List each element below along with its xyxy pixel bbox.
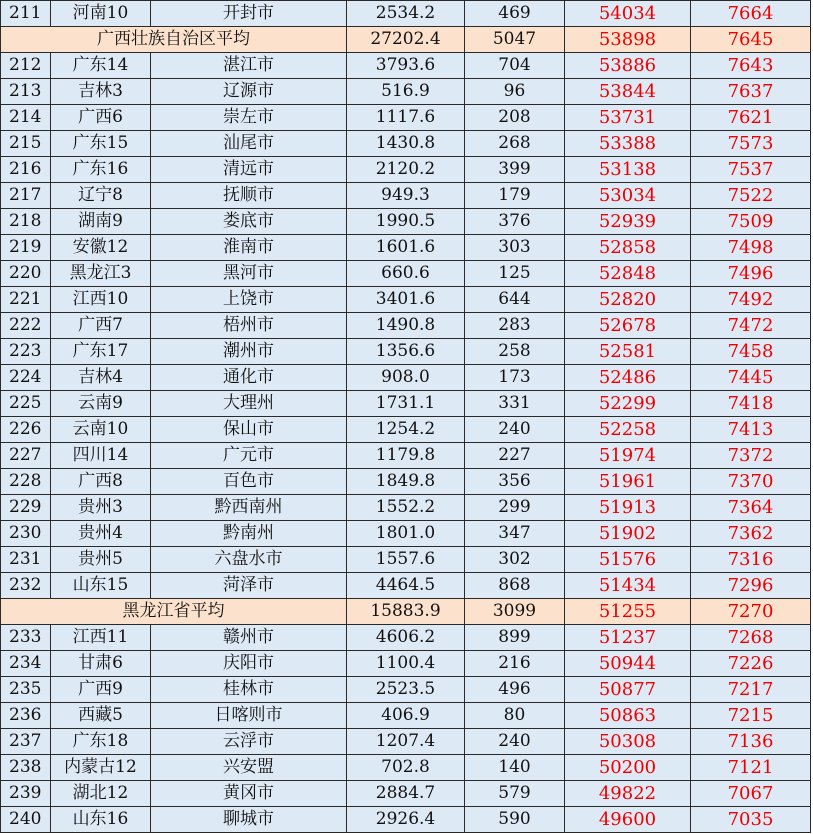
gdp-cell: 1801.0 <box>347 521 465 547</box>
rank-cell: 221 <box>1 287 51 313</box>
per-capita-usd-cell: 7035 <box>691 807 811 833</box>
per-capita-usd-cell: 7217 <box>691 677 811 703</box>
table-row <box>1 703 811 729</box>
gdp-cell: 406.9 <box>347 703 465 729</box>
province-code-cell: 黑龙江3 <box>51 261 151 287</box>
per-capita-cny-cell: 50863 <box>565 703 691 729</box>
table-row <box>1 469 811 495</box>
per-capita-cny-cell: 51576 <box>565 547 691 573</box>
rank-cell: 237 <box>1 729 51 755</box>
population-cell: 216 <box>465 651 565 677</box>
per-capita-usd-cell: 7498 <box>691 235 811 261</box>
province-code-cell: 内蒙古12 <box>51 755 151 781</box>
province-code-cell: 吉林3 <box>51 79 151 105</box>
rank-cell: 216 <box>1 157 51 183</box>
province-code-cell: 云南9 <box>51 391 151 417</box>
per-capita-cny-cell: 52820 <box>565 287 691 313</box>
city-cell: 广元市 <box>151 443 347 469</box>
city-cell: 黔南州 <box>151 521 347 547</box>
city-cell: 梧州市 <box>151 313 347 339</box>
per-capita-usd-cell: 7226 <box>691 651 811 677</box>
population-cell: 496 <box>465 677 565 703</box>
per-capita-cny-cell: 52858 <box>565 235 691 261</box>
population-cell: 704 <box>465 53 565 79</box>
province-code-cell: 广东18 <box>51 729 151 755</box>
province-code-cell: 广东16 <box>51 157 151 183</box>
table-row <box>1 1 811 27</box>
city-cell: 大理州 <box>151 391 347 417</box>
province-code-cell: 广西8 <box>51 469 151 495</box>
city-cell: 保山市 <box>151 417 347 443</box>
population-cell: 868 <box>465 573 565 599</box>
per-capita-usd-cell: 7372 <box>691 443 811 469</box>
population-cell: 283 <box>465 313 565 339</box>
per-capita-cny-cell: 53388 <box>565 131 691 157</box>
rank-cell: 227 <box>1 443 51 469</box>
population-cell: 376 <box>465 209 565 235</box>
per-capita-usd-cell: 7645 <box>691 27 811 53</box>
city-cell: 日喀则市 <box>151 703 347 729</box>
province-code-cell: 广西6 <box>51 105 151 131</box>
province-code-cell: 贵州5 <box>51 547 151 573</box>
table-row <box>1 573 811 599</box>
rank-cell: 217 <box>1 183 51 209</box>
gdp-cell: 1430.8 <box>347 131 465 157</box>
table-body <box>1 1 811 833</box>
per-capita-usd-cell: 7370 <box>691 469 811 495</box>
table-row <box>1 157 811 183</box>
table-row <box>1 781 811 807</box>
table-row <box>1 391 811 417</box>
population-cell: 208 <box>465 105 565 131</box>
province-code-cell: 广西9 <box>51 677 151 703</box>
city-cell: 赣州市 <box>151 625 347 651</box>
table-row <box>1 625 811 651</box>
table-row <box>1 807 811 833</box>
city-cell: 娄底市 <box>151 209 347 235</box>
per-capita-usd-cell: 7316 <box>691 547 811 573</box>
per-capita-cny-cell: 51902 <box>565 521 691 547</box>
province-code-cell: 湖南9 <box>51 209 151 235</box>
per-capita-usd-cell: 7522 <box>691 183 811 209</box>
gdp-cell: 1254.2 <box>347 417 465 443</box>
province-code-cell: 山东15 <box>51 573 151 599</box>
table-row <box>1 287 811 313</box>
per-capita-usd-cell: 7537 <box>691 157 811 183</box>
population-cell: 3099 <box>465 599 565 625</box>
rank-cell: 225 <box>1 391 51 417</box>
population-cell: 302 <box>465 547 565 573</box>
average-row <box>1 599 811 625</box>
population-cell: 140 <box>465 755 565 781</box>
per-capita-cny-cell: 53138 <box>565 157 691 183</box>
per-capita-cny-cell: 52678 <box>565 313 691 339</box>
per-capita-cny-cell: 52581 <box>565 339 691 365</box>
province-code-cell: 四川14 <box>51 443 151 469</box>
province-code-cell: 江西11 <box>51 625 151 651</box>
province-code-cell: 西藏5 <box>51 703 151 729</box>
table-row <box>1 339 811 365</box>
province-code-cell: 贵州3 <box>51 495 151 521</box>
gdp-cell: 4606.2 <box>347 625 465 651</box>
per-capita-cny-cell: 51434 <box>565 573 691 599</box>
province-code-cell: 广西7 <box>51 313 151 339</box>
province-code-cell: 甘肃6 <box>51 651 151 677</box>
per-capita-usd-cell: 7496 <box>691 261 811 287</box>
rank-cell: 213 <box>1 79 51 105</box>
per-capita-usd-cell: 7418 <box>691 391 811 417</box>
rank-cell: 222 <box>1 313 51 339</box>
population-cell: 268 <box>465 131 565 157</box>
population-cell: 125 <box>465 261 565 287</box>
gdp-cell: 1207.4 <box>347 729 465 755</box>
city-cell: 淮南市 <box>151 235 347 261</box>
per-capita-usd-cell: 7458 <box>691 339 811 365</box>
rank-cell: 226 <box>1 417 51 443</box>
rank-cell: 232 <box>1 573 51 599</box>
gdp-cell: 2523.5 <box>347 677 465 703</box>
city-cell: 聊城市 <box>151 807 347 833</box>
rank-cell: 211 <box>1 1 51 27</box>
table-row <box>1 677 811 703</box>
rank-cell: 215 <box>1 131 51 157</box>
per-capita-cny-cell: 53886 <box>565 53 691 79</box>
rank-cell: 220 <box>1 261 51 287</box>
gdp-cell: 1990.5 <box>347 209 465 235</box>
population-cell: 356 <box>465 469 565 495</box>
table-row <box>1 547 811 573</box>
rank-cell: 212 <box>1 53 51 79</box>
city-cell: 开封市 <box>151 1 347 27</box>
province-code-cell: 河南10 <box>51 1 151 27</box>
per-capita-usd-cell: 7643 <box>691 53 811 79</box>
per-capita-cny-cell: 50877 <box>565 677 691 703</box>
table-row <box>1 313 811 339</box>
per-capita-cny-cell: 53731 <box>565 105 691 131</box>
rank-cell: 224 <box>1 365 51 391</box>
province-code-cell: 辽宁8 <box>51 183 151 209</box>
population-cell: 240 <box>465 729 565 755</box>
province-code-cell: 湖北12 <box>51 781 151 807</box>
gdp-cell: 2884.7 <box>347 781 465 807</box>
rank-cell: 234 <box>1 651 51 677</box>
gdp-cell: 4464.5 <box>347 573 465 599</box>
gdp-cell: 908.0 <box>347 365 465 391</box>
province-code-cell: 安徽12 <box>51 235 151 261</box>
gdp-cell: 1849.8 <box>347 469 465 495</box>
province-code-cell: 吉林4 <box>51 365 151 391</box>
rank-cell: 238 <box>1 755 51 781</box>
per-capita-usd-cell: 7136 <box>691 729 811 755</box>
population-cell: 303 <box>465 235 565 261</box>
gdp-cell: 702.8 <box>347 755 465 781</box>
per-capita-cny-cell: 50200 <box>565 755 691 781</box>
rank-cell: 218 <box>1 209 51 235</box>
gdp-cell: 1356.6 <box>347 339 465 365</box>
city-cell: 桂林市 <box>151 677 347 703</box>
table-row <box>1 651 811 677</box>
rank-cell: 219 <box>1 235 51 261</box>
population-cell: 644 <box>465 287 565 313</box>
rank-cell: 231 <box>1 547 51 573</box>
per-capita-usd-cell: 7621 <box>691 105 811 131</box>
city-cell: 云浮市 <box>151 729 347 755</box>
rank-cell: 214 <box>1 105 51 131</box>
province-code-cell: 山东16 <box>51 807 151 833</box>
per-capita-usd-cell: 7445 <box>691 365 811 391</box>
city-cell: 黄冈市 <box>151 781 347 807</box>
city-cell: 庆阳市 <box>151 651 347 677</box>
per-capita-cny-cell: 52258 <box>565 417 691 443</box>
population-cell: 5047 <box>465 27 565 53</box>
table-row <box>1 209 811 235</box>
per-capita-usd-cell: 7296 <box>691 573 811 599</box>
population-cell: 80 <box>465 703 565 729</box>
per-capita-usd-cell: 7664 <box>691 1 811 27</box>
per-capita-cny-cell: 51237 <box>565 625 691 651</box>
city-cell: 辽源市 <box>151 79 347 105</box>
province-code-cell: 云南10 <box>51 417 151 443</box>
city-cell: 上饶市 <box>151 287 347 313</box>
population-cell: 347 <box>465 521 565 547</box>
city-cell: 六盘水市 <box>151 547 347 573</box>
table-row <box>1 261 811 287</box>
population-cell: 173 <box>465 365 565 391</box>
per-capita-usd-cell: 7121 <box>691 755 811 781</box>
province-code-cell: 贵州4 <box>51 521 151 547</box>
per-capita-usd-cell: 7362 <box>691 521 811 547</box>
city-cell: 湛江市 <box>151 53 347 79</box>
rank-cell: 235 <box>1 677 51 703</box>
gdp-cell: 2534.2 <box>347 1 465 27</box>
population-cell: 179 <box>465 183 565 209</box>
population-cell: 579 <box>465 781 565 807</box>
per-capita-cny-cell: 49600 <box>565 807 691 833</box>
average-label-cell: 广西壮族自治区平均 <box>1 27 347 53</box>
gdp-cell: 15883.9 <box>347 599 465 625</box>
gdp-cell: 3401.6 <box>347 287 465 313</box>
city-cell: 黔西南州 <box>151 495 347 521</box>
rank-cell: 228 <box>1 469 51 495</box>
population-cell: 590 <box>465 807 565 833</box>
rank-cell: 229 <box>1 495 51 521</box>
population-cell: 399 <box>465 157 565 183</box>
rank-cell: 223 <box>1 339 51 365</box>
per-capita-cny-cell: 51961 <box>565 469 691 495</box>
per-capita-usd-cell: 7268 <box>691 625 811 651</box>
per-capita-usd-cell: 7067 <box>691 781 811 807</box>
table-row <box>1 417 811 443</box>
per-capita-cny-cell: 52299 <box>565 391 691 417</box>
city-cell: 汕尾市 <box>151 131 347 157</box>
per-capita-usd-cell: 7413 <box>691 417 811 443</box>
province-code-cell: 广东15 <box>51 131 151 157</box>
gdp-cell: 1731.1 <box>347 391 465 417</box>
province-code-cell: 广东14 <box>51 53 151 79</box>
per-capita-cny-cell: 51913 <box>565 495 691 521</box>
table-row <box>1 521 811 547</box>
population-cell: 227 <box>465 443 565 469</box>
table-row <box>1 365 811 391</box>
population-cell: 299 <box>465 495 565 521</box>
rank-cell: 233 <box>1 625 51 651</box>
table-row <box>1 443 811 469</box>
table-row <box>1 729 811 755</box>
table-row <box>1 235 811 261</box>
per-capita-cny-cell: 52486 <box>565 365 691 391</box>
city-cell: 百色市 <box>151 469 347 495</box>
city-cell: 抚顺市 <box>151 183 347 209</box>
gdp-cell: 2926.4 <box>347 807 465 833</box>
population-cell: 331 <box>465 391 565 417</box>
rank-cell: 230 <box>1 521 51 547</box>
rank-cell: 240 <box>1 807 51 833</box>
gdp-cell: 1100.4 <box>347 651 465 677</box>
per-capita-usd-cell: 7573 <box>691 131 811 157</box>
city-cell: 兴安盟 <box>151 755 347 781</box>
gdp-cell: 1490.8 <box>347 313 465 339</box>
per-capita-usd-cell: 7215 <box>691 703 811 729</box>
gdp-cell: 516.9 <box>347 79 465 105</box>
table-row <box>1 105 811 131</box>
city-cell: 潮州市 <box>151 339 347 365</box>
per-capita-usd-cell: 7509 <box>691 209 811 235</box>
population-cell: 899 <box>465 625 565 651</box>
gdp-cell: 1601.6 <box>347 235 465 261</box>
per-capita-cny-cell: 50308 <box>565 729 691 755</box>
per-capita-usd-cell: 7492 <box>691 287 811 313</box>
city-cell: 黑河市 <box>151 261 347 287</box>
rank-cell: 236 <box>1 703 51 729</box>
per-capita-cny-cell: 53898 <box>565 27 691 53</box>
table-row <box>1 755 811 781</box>
population-cell: 240 <box>465 417 565 443</box>
per-capita-cny-cell: 51974 <box>565 443 691 469</box>
province-code-cell: 江西10 <box>51 287 151 313</box>
per-capita-usd-cell: 7637 <box>691 79 811 105</box>
per-capita-cny-cell: 53844 <box>565 79 691 105</box>
population-cell: 96 <box>465 79 565 105</box>
gdp-cell: 2120.2 <box>347 157 465 183</box>
city-cell: 菏泽市 <box>151 573 347 599</box>
population-cell: 258 <box>465 339 565 365</box>
per-capita-cny-cell: 52939 <box>565 209 691 235</box>
city-cell: 清远市 <box>151 157 347 183</box>
population-cell: 469 <box>465 1 565 27</box>
gdp-cell: 1557.6 <box>347 547 465 573</box>
table-row <box>1 79 811 105</box>
province-code-cell: 广东17 <box>51 339 151 365</box>
gdp-cell: 949.3 <box>347 183 465 209</box>
per-capita-cny-cell: 53034 <box>565 183 691 209</box>
gdp-cell: 660.6 <box>347 261 465 287</box>
gdp-cell: 1179.8 <box>347 443 465 469</box>
gdp-cell: 1552.2 <box>347 495 465 521</box>
gdp-cell: 3793.6 <box>347 53 465 79</box>
per-capita-cny-cell: 54034 <box>565 1 691 27</box>
gdp-cell: 1117.6 <box>347 105 465 131</box>
table-row <box>1 131 811 157</box>
per-capita-usd-cell: 7364 <box>691 495 811 521</box>
city-cell: 崇左市 <box>151 105 347 131</box>
per-capita-usd-cell: 7472 <box>691 313 811 339</box>
rank-cell: 239 <box>1 781 51 807</box>
gdp-cell: 27202.4 <box>347 27 465 53</box>
table-row <box>1 183 811 209</box>
per-capita-cny-cell: 51255 <box>565 599 691 625</box>
average-row <box>1 27 811 53</box>
city-cell: 通化市 <box>151 365 347 391</box>
per-capita-cny-cell: 50944 <box>565 651 691 677</box>
table-row <box>1 53 811 79</box>
per-capita-usd-cell: 7270 <box>691 599 811 625</box>
per-capita-cny-cell: 52848 <box>565 261 691 287</box>
average-label-cell: 黑龙江省平均 <box>1 599 347 625</box>
per-capita-cny-cell: 49822 <box>565 781 691 807</box>
table-row <box>1 495 811 521</box>
